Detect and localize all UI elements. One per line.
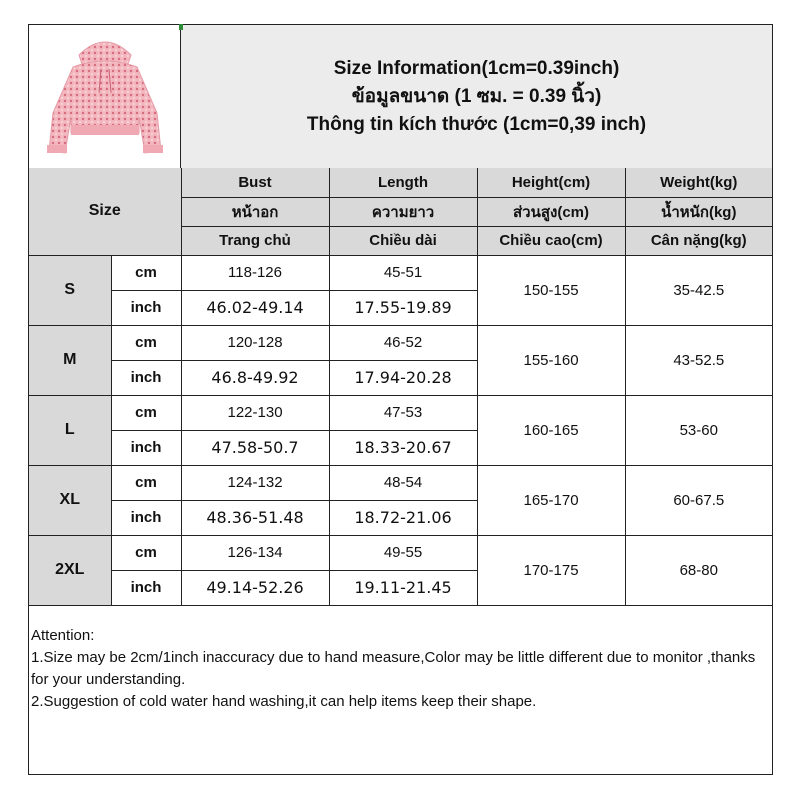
unit-inch: inch <box>111 290 181 325</box>
pink-hoodie-icon <box>39 33 171 161</box>
bust-cm: 120-128 <box>181 325 329 360</box>
column-header-weight-en: Weight(kg) <box>625 168 772 197</box>
height-range: 165-170 <box>477 465 625 535</box>
unit-cm: cm <box>111 395 181 430</box>
table-row <box>29 465 772 500</box>
size-header: Size <box>29 168 181 255</box>
product-image <box>29 25 181 168</box>
length-cm: 47-53 <box>329 395 477 430</box>
column-header-weight-vi: Cân nặng(kg) <box>625 226 772 255</box>
note-item: 2.Suggestion of cold water hand washing,it can help items keep their shape. <box>31 693 537 710</box>
table-row <box>29 535 772 570</box>
unit-inch: inch <box>111 360 181 395</box>
height-range: 170-175 <box>477 535 625 605</box>
column-header-bust-en: Bust <box>181 168 329 197</box>
size-label: S <box>29 255 111 325</box>
height-range: 155-160 <box>477 325 625 395</box>
length-inch: 17.55-19.89 <box>329 290 477 325</box>
attention-notes <box>31 625 769 713</box>
column-header-height-vi: Chiều cao(cm) <box>477 226 625 255</box>
bust-inch: 48.36-51.48 <box>181 500 329 535</box>
note-item: 1.Size may be 2cm/1inch inaccuracy due to hand measure,Color may be little different due to monitor ,thanks for your understanding. <box>31 649 756 688</box>
length-inch: 18.72-21.06 <box>329 500 477 535</box>
title-box <box>181 25 772 168</box>
bust-inch: 49.14-52.26 <box>181 570 329 605</box>
column-header-weight-th: น้ำหนัก(kg) <box>625 197 772 226</box>
size-chart-sheet <box>28 24 773 775</box>
weight-range: 53-60 <box>625 395 772 465</box>
length-inch: 18.33-20.67 <box>329 430 477 465</box>
size-label: L <box>29 395 111 465</box>
length-inch: 19.11-21.45 <box>329 570 477 605</box>
size-label: M <box>29 325 111 395</box>
weight-range: 68-80 <box>625 535 772 605</box>
table-row <box>29 325 772 360</box>
column-header-bust-th: หน้าอก <box>181 197 329 226</box>
column-header-height-th: ส่วนสูง(cm) <box>477 197 625 226</box>
column-header-height-en: Height(cm) <box>477 168 625 197</box>
header-area <box>29 25 772 169</box>
weight-range: 60-67.5 <box>625 465 772 535</box>
weight-range: 35-42.5 <box>625 255 772 325</box>
weight-range: 43-52.5 <box>625 325 772 395</box>
size-table <box>29 168 772 606</box>
bust-cm: 126-134 <box>181 535 329 570</box>
height-range: 160-165 <box>477 395 625 465</box>
length-inch: 17.94-20.28 <box>329 360 477 395</box>
unit-inch: inch <box>111 570 181 605</box>
title-english: Size Information(1cm=0.39inch) <box>333 57 620 79</box>
size-label: XL <box>29 465 111 535</box>
column-header-length-th: ความยาว <box>329 197 477 226</box>
header-row-en <box>29 168 772 197</box>
unit-inch: inch <box>111 500 181 535</box>
table-row <box>29 395 772 430</box>
table-row <box>29 255 772 290</box>
column-header-length-vi: Chiều dài <box>329 226 477 255</box>
unit-cm: cm <box>111 465 181 500</box>
length-cm: 48-54 <box>329 465 477 500</box>
title-vietnamese: Thông tin kích thước (1cm=0,39 inch) <box>306 113 647 135</box>
height-range: 150-155 <box>477 255 625 325</box>
length-cm: 49-55 <box>329 535 477 570</box>
bust-cm: 124-132 <box>181 465 329 500</box>
column-header-length-en: Length <box>329 168 477 197</box>
bust-inch: 46.02-49.14 <box>181 290 329 325</box>
unit-cm: cm <box>111 255 181 290</box>
bust-inch: 46.8-49.92 <box>181 360 329 395</box>
bust-cm: 122-130 <box>181 395 329 430</box>
title-thai: ข้อมูลขนาด (1 ซม. = 0.39 นิ้ว) <box>351 85 602 107</box>
unit-cm: cm <box>111 325 181 360</box>
notes-heading: Attention: <box>31 627 95 644</box>
length-cm: 46-52 <box>329 325 477 360</box>
unit-inch: inch <box>111 430 181 465</box>
bust-inch: 47.58-50.7 <box>181 430 329 465</box>
corner-marker <box>179 24 183 30</box>
bust-cm: 118-126 <box>181 255 329 290</box>
size-label: 2XL <box>29 535 111 605</box>
length-cm: 45-51 <box>329 255 477 290</box>
unit-cm: cm <box>111 535 181 570</box>
column-header-bust-vi: Trang chủ <box>181 226 329 255</box>
